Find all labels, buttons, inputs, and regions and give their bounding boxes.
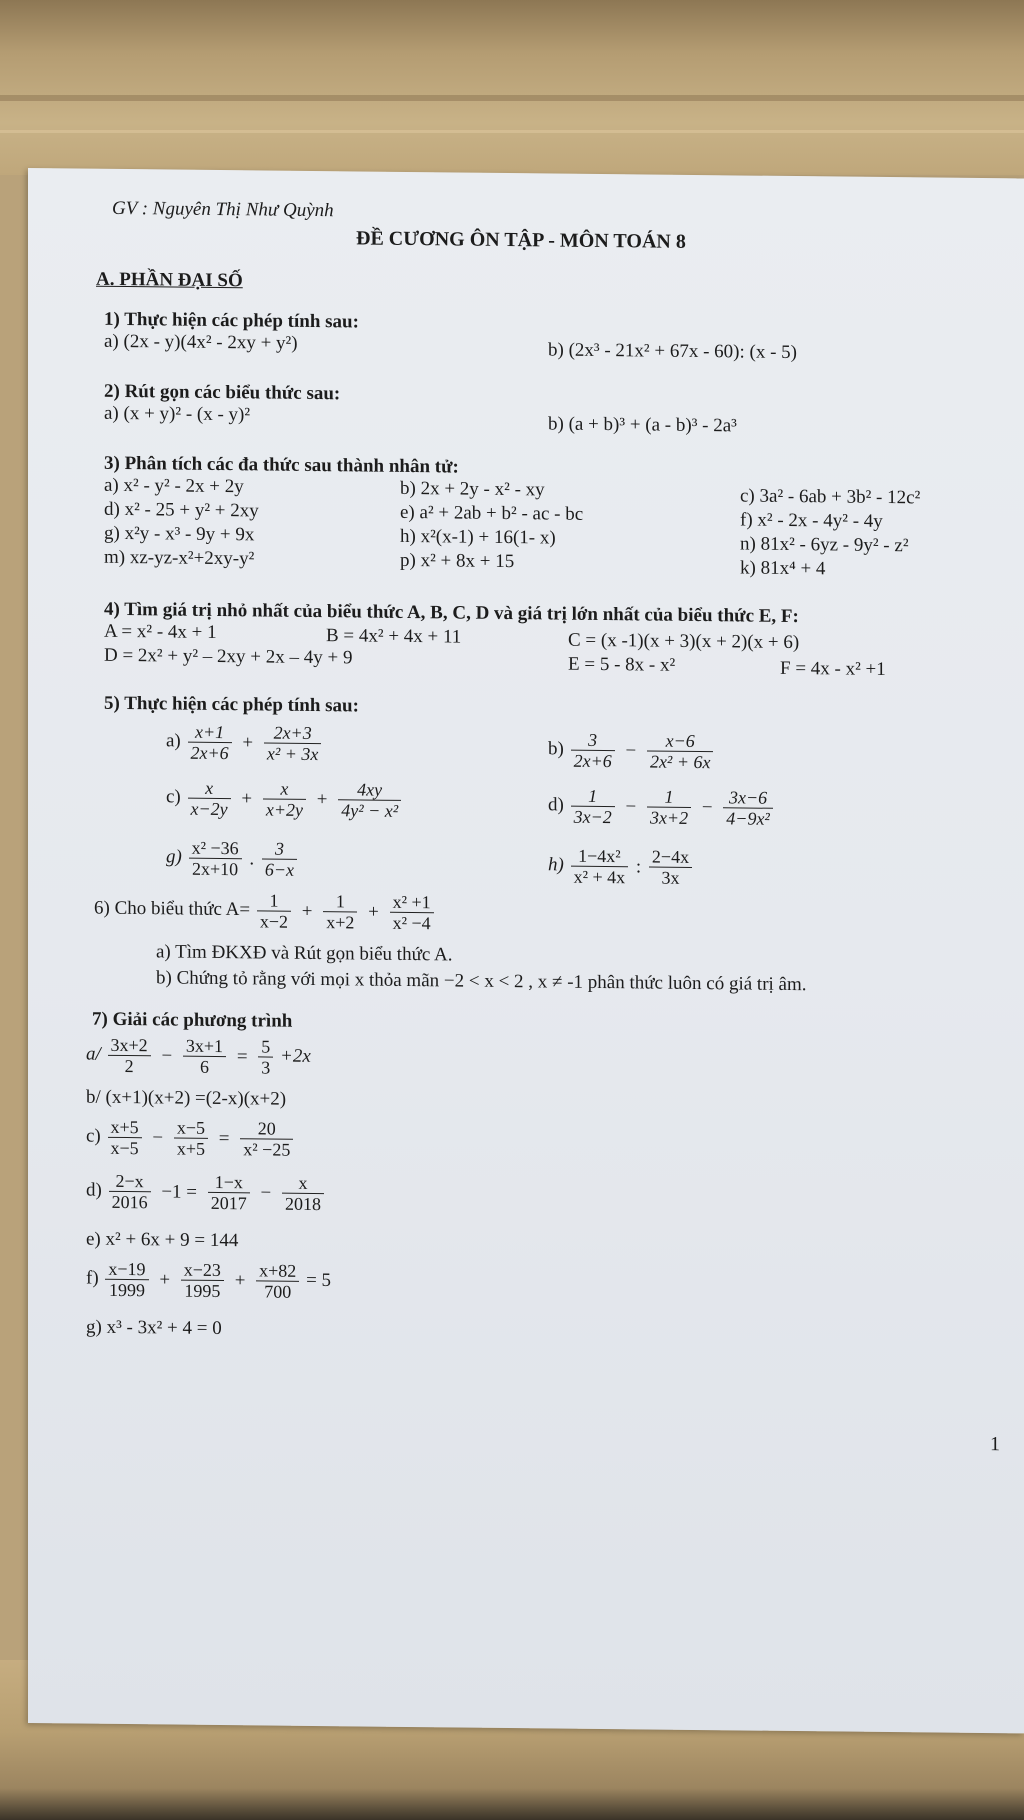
fraction: $\frac{\text{x² −36}}{2x+10}$: [189, 838, 242, 880]
q5-h: h) $\frac{\text{1−4x²}}{\text{x² + 4x}}$ : $\frac{2-4x}{3x}$: [548, 845, 694, 888]
q5-g-label: g): [166, 846, 182, 868]
q7-d: d) $\frac{2-x}{2016}$ −1 = $\frac{1-x}{2017}$ − $\frac{x}{2018}$: [86, 1171, 326, 1215]
fraction: $\frac{3x-6}{\text{4−9x²}}$: [723, 787, 773, 829]
fraction: $\frac{3}{2x+6}$: [571, 730, 615, 771]
fraction: $\frac{x+1}{2x+6}$: [188, 722, 232, 763]
q6-lead: 6) Cho biểu thức A=: [94, 897, 251, 921]
q2-b: b) (a + b)³ + (a - b)³ - 2a³: [548, 413, 737, 437]
q1-a: a) (2x - y)(4x² - 2xy + y²): [104, 330, 298, 354]
q4-expr-B: B = 4x² + 4x + 11: [326, 625, 462, 648]
q3-item: n) 81x² - 6yz - 9y² - z²: [740, 533, 909, 557]
q6-b: b) Chứng tỏ rằng với mọi x thỏa mãn −2 < x < 2 , x ≠ -1 phân thức luôn có giá trị âm.: [156, 967, 807, 996]
q3-item: e) a² + 2ab + b² - ac - bc: [400, 501, 584, 525]
fraction: $\frac{x-19}{1999}$: [105, 1259, 148, 1300]
fraction: $\frac{2-x}{2016}$: [109, 1171, 151, 1212]
q4-expr-A: A = x² - 4x + 1: [104, 620, 217, 643]
q7-title: 7) Giải các phương trình: [92, 1008, 293, 1032]
q7-e: e) x² + 6x + 9 = 144: [86, 1228, 239, 1252]
q3-item: p) x² + 8x + 15: [400, 549, 515, 573]
q5-d: d) $\frac{1}{3x-2}$ − $\frac{1}{3x+2}$ − $\frac{3x-6}{\text{4−9x²}}$: [548, 785, 775, 828]
q7-b: b/ (x+1)(x+2) =(2-x)(x+2): [86, 1086, 287, 1110]
q4-title: 4) Tìm giá trị nhỏ nhất của biểu thức A, B, C, D và giá trị lớn nhất của biểu thức E, F:: [104, 598, 799, 628]
q7-f-label: f): [86, 1267, 99, 1289]
fraction: $\frac{x-5}{x+5}$: [174, 1118, 208, 1159]
q7-a-tail: +2x: [280, 1045, 311, 1067]
fraction: $\frac{3x+2}{2}$: [108, 1035, 151, 1076]
q7-c-label: c): [86, 1125, 101, 1147]
q3-item: m) xz-yz-x²+2xy-y²: [104, 546, 255, 570]
fraction: $\frac{20}{\text{x² −25}}$: [240, 1118, 293, 1160]
q2-a: a) (x + y)² - (x - y)²: [104, 402, 251, 426]
teacher-name: GV : Nguyên Thị Như Quỳnh: [112, 197, 334, 222]
q1-title: 1) Thực hiện các phép tính sau:: [104, 308, 359, 333]
fraction: $\frac{x}{x-2y}$: [188, 778, 231, 819]
q3-item: b) 2x + 2y - x² - xy: [400, 477, 545, 501]
fraction: $\frac{x+5}{x-5}$: [108, 1117, 142, 1158]
q7-d-label: d): [86, 1179, 102, 1201]
fraction: $\frac{x+82}{700}$: [256, 1260, 299, 1301]
fraction: $\frac{3x+1}{6}$: [183, 1036, 226, 1077]
fraction: $\frac{1}{3x+2}$: [647, 786, 691, 827]
q5-h-label: h): [548, 854, 564, 876]
q3-title: 3) Phân tích các đa thức sau thành nhân tử:: [104, 452, 459, 478]
q5-b: b) $\frac{3}{2x+6}$ − $\frac{x-6}{\text{2x² + 6x}}$: [548, 729, 715, 772]
worksheet-page: [28, 168, 1024, 1733]
q5-a-label: a): [166, 730, 181, 752]
section-a-heading: A. PHẦN ĐẠI SỐ: [96, 268, 243, 292]
q7-f-tail: = 5: [306, 1269, 332, 1292]
q5-d-label: d): [548, 794, 564, 816]
q3-item: g) x²y - x³ - 9y + 9x: [104, 522, 255, 546]
q3-item: f) x² - 2x - 4y² - 4y: [740, 509, 883, 532]
fraction: $\frac{5}{3}$: [258, 1036, 273, 1077]
q5-a: a) $\frac{x+1}{2x+6}$ + $\frac{2x+3}{\text{x² + 3x}}$: [166, 721, 323, 764]
fraction: $\frac{x}{2018}$: [282, 1173, 324, 1214]
q3-item: k) 81x⁴ + 4: [740, 557, 826, 580]
fraction: $\frac{x}{x+2y}$: [263, 778, 306, 819]
q4-expr-E: E = 5 - 8x - x²: [568, 653, 676, 676]
q3-item: h) x²(x-1) + 16(1- x): [400, 525, 556, 549]
fraction: $\frac{1}{x+2}$: [323, 891, 357, 932]
q3-item: c) 3a² - 6ab + 3b² - 12c²: [740, 485, 921, 509]
q3-item: a) x² - y² - 2x + 2y: [104, 474, 244, 498]
fraction: $\frac{1-x}{2017}$: [208, 1172, 250, 1213]
fraction: $\frac{\text{x² +1}}{\text{x² −4}}$: [390, 892, 434, 933]
q7-a-label: a/: [86, 1043, 101, 1065]
document-title: ĐỀ CƯƠNG ÔN TẬP - MÔN TOÁN 8: [356, 227, 686, 253]
fraction: $\frac{3}{6-x}$: [262, 838, 297, 879]
q5-title: 5) Thực hiện các phép tính sau:: [104, 692, 359, 717]
fraction: $\frac{\text{1−4x²}}{\text{x² + 4x}}$: [571, 846, 629, 888]
fraction: $\frac{1}{3x-2}$: [571, 786, 615, 827]
fraction: $\frac{4xy}{\text{4y² − x²}}$: [338, 779, 401, 821]
q7-f: f) $\frac{x-19}{1999}$ + $\frac{x-23}{1995}$ + $\frac{x+82}{700}$ = 5: [86, 1258, 332, 1302]
fraction: $\frac{x-23}{1995}$: [181, 1260, 224, 1301]
page-number: 1: [990, 1433, 1000, 1456]
q4-expr-D: D = 2x² + y² – 2xy + 2x – 4y + 9: [104, 644, 353, 669]
q1-b: b) (2x³ - 21x² + 67x - 60): (x - 5): [548, 339, 798, 364]
q5-g: g) $\frac{\text{x² −36}}{2x+10}$ . $\frac{3}{6-x}$: [166, 837, 299, 879]
q6-a: a) Tìm ĐKXĐ và Rút gọn biểu thức A.: [156, 941, 453, 966]
fraction: $\frac{1}{x-2}$: [257, 890, 291, 931]
fraction: $\frac{2x+3}{\text{x² + 3x}}$: [264, 722, 322, 764]
q7-c: c) $\frac{x+5}{x-5}$ − $\frac{x-5}{x+5}$ = $\frac{20}{\text{x² −25}}$: [86, 1117, 295, 1160]
q5-c-label: c): [166, 786, 181, 808]
fraction: $\frac{2-4x}{3x}$: [649, 847, 692, 888]
q5-b-label: b): [548, 738, 564, 760]
desk-background-top: [0, 0, 1024, 175]
q3-item: d) x² - 25 + y² + 2xy: [104, 498, 259, 522]
q7-g: g) x³ - 3x² + 4 = 0: [86, 1316, 222, 1340]
q7-a: a/ $\frac{3x+2}{2}$ − $\frac{3x+1}{6}$ = $\frac{5}{3}$ +2x: [86, 1034, 311, 1078]
q4-expr-C: C = (x -1)(x + 3)(x + 2)(x + 6): [568, 629, 800, 654]
q5-c: c) $\frac{x}{x-2y}$ + $\frac{x}{x+2y}$ + $\frac{4xy}{\text{4y² − x²}}$: [166, 777, 403, 820]
fraction: $\frac{x-6}{\text{2x² + 6x}}$: [647, 730, 714, 772]
q2-title: 2) Rút gọn các biểu thức sau:: [104, 380, 341, 405]
q6-expression: 6) Cho biểu thức A= $\frac{1}{x-2}$ + $\frac{1}{x+2}$ + $\frac{\text{x² +1}}{\text{x² −4}}$: [94, 889, 436, 934]
q4-expr-F: F = 4x - x² +1: [780, 657, 886, 680]
